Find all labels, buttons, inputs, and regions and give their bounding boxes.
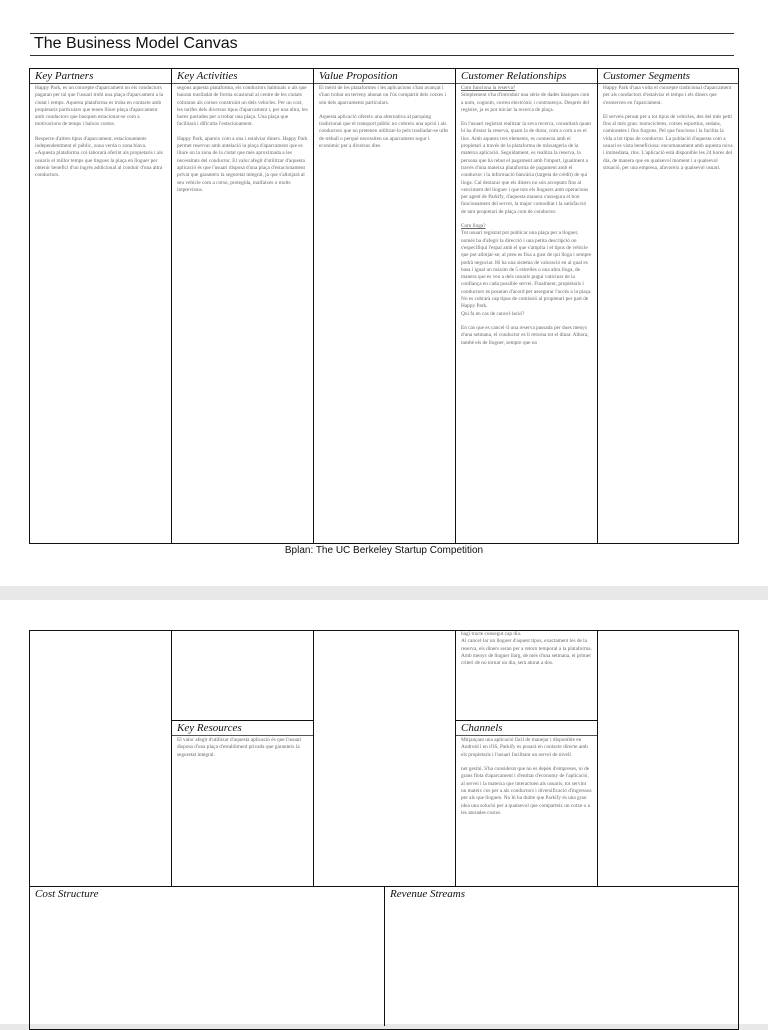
value-proposition-text: El mèrit de les plataformes i les aplicacions s'han avançat i s'han trobat un terreny abonat on l'ús compartit dels cotxes i són dels aparcaments particulars. <box>319 85 448 106</box>
value-proposition-block <box>314 69 455 543</box>
value-proposition-text: Aquesta aplicació ofereix una alternativa al parquing tradicional que el transport públic no cobreix una opció i als conductors que no pretenen utilitzar-lo pels traslladar-se urbs de treball o perquè necessiten un aparcament segur i econòmic per a diversos dies. <box>319 113 450 150</box>
customer-relationships-continued <box>456 631 597 719</box>
document-title: The Business Model Canvas <box>34 35 238 52</box>
cost-structure-block <box>30 887 384 1017</box>
customer-segments-text: El serveis pensat per a tot tipus de vehicles, des del més petit fins al més gran: motocicletes, cotxes esportius, sedans, camionetes i fins furgons. Pel que funciona i la facilita la vida a tot tipus de conductor. La població d'aquesta com a usuari es vista beneficiosa: encomanament amb aquesta nova i immediata, rins. L'aplicació està disponible les 24 hores del dia, de manera que en qualsevol moment i a qualsevol situació, per una empresa, afavoreix a qualsevol usuari. <box>603 113 734 171</box>
customer-relationships-block <box>456 69 597 543</box>
key-activities-text: segons aquesta plataforma, els conductors habituals o als que hauran traslladat de forma ocasional al centre de les ciutats cobraran als cotxes construïnt un dels vehicles. Per un cost, les tarifes dels diversos tipus d'aparcament i, per una altra, les hores pactades per a trobar una plaça. Una plaça que facilitarà i dificulta l'estacionament. <box>177 85 310 128</box>
canvas-page-2 <box>0 600 768 1024</box>
customer-relationships-text: En cas que es cancel·li una reserva passada per dues menys d'una setmana, el conductor es li retorna tot el dinar. Alhora, també els de lloguer, sempre que no <box>461 324 590 346</box>
key-resources-heading: Key Resources <box>172 721 313 736</box>
column-divider <box>597 630 598 886</box>
continuation-text: hagi tracte consegut cap dia. Al cancel·lar un lloguer d'aquest tipus, exactament les de la reserva, els diners seran per a retorn temporal a la plataforma. Amb menys de lloguer llarg, de més d'una setmana, el primer criteri de no tornar un dia, serà aturat a dos. <box>461 631 592 667</box>
customer-segments-heading: Customer Segments <box>598 69 738 84</box>
customer-segments-text: Happy Park d'una volta el concepte tradicional d'aparcament per als conductors d'estalviar el temps i els diners que s'esmercen en l'aparcament. <box>603 85 733 106</box>
reservation-subheading: Com funciona la reserva? <box>461 85 516 91</box>
revenue-streams-heading: Revenue Streams <box>390 888 466 900</box>
customer-relationships-text: En l'usuari registrat realitzar la seva recerca, consultarà quant hi ha d'estar la reserva, quant la de durar, com a com a es el lloc. Amb aquests tres elements, es connecta amb el propietari a través de la plataforma de missatgeria de la mateixa aplicació. Seguidament, es realitza la reserva, la persona que ha rebut el pagament amb l'import, igualment a través d'una mateixa plataforma de pagament amb el conductor i la informació bancària (targeta de crèdit) de qui lloga. Cal destacar que els diners no són acceptats fins al venciment del lloguer i que tots els lloguers amb operacions per agent de Parkify, d'aquesta manera s'assegura el bon funcionament del servei, la major comoditat i la satisfacció de tant propietari de plaça com de conductor. <box>461 121 593 215</box>
key-partners-text: Happy Park, es un concepte d'aparcament on els conductors pagaran per tal que l'usuari trobi una plaça d'aparcament a la ciutat i temps. Aquesta plataforma es troba en contacte amb propietaris particulars que tenen lliure plaça d'aparcament amb conductors que busquen estacionar-se com a motivacions de temps i baixos costos. <box>35 85 165 128</box>
key-activities-heading: Key Activities <box>172 69 313 84</box>
value-proposition-heading: Value Proposition <box>314 69 455 84</box>
cost-structure-heading: Cost Structure <box>35 888 99 900</box>
key-partners-text: Respecte d'altres tipus d'aparcament, estacionaments independentment el públic, zona verda o zona blava. «Aquesta plataforma col·laborarà oferint als propietaris i als usuaris el millor temps que tingues la plaça en lloguer per obtenir benefici d'un ingrés addicional al conduir d'una altra conductors. <box>35 135 165 179</box>
customer-segments-block <box>598 69 738 543</box>
title-top-rule <box>30 33 734 34</box>
key-activities-block <box>172 69 313 543</box>
channels-heading: Channels <box>456 721 597 736</box>
customer-relationships-heading: Customer Relationships <box>456 69 597 84</box>
channels-block <box>456 721 597 885</box>
channels-text: Mitjançant una aplicació fàcil de manejar i disponible en Android i en iOS, Parkify es posarà en contacte directe amb els propietaris i l'usuari facilitant un servei de nivell. net gestió. S'ha considerat que no es depèn d'empreses, ni de grans flota d'aparcament i d'entitat d'economy de l'aplicació, al servei i la mateixa que interactuen als usuaris, tot servint un mateix cos per a als conductors i diversificació d'ingressos per als que lloguen. No hi ha dubte que Parkify és una gran idea una solució per a qualsevol que comparteix un cotxe o a les aturades costos <box>461 737 592 816</box>
customer-relationships-text: Simplement s'ha d'introduir una sèrie de dades bàsiques com a nom, cognom, correu electrònic i contrasenya. Després del registre, ja es pot iniciar la recerca de plaça. <box>461 92 591 113</box>
key-activities-text: Happy Park, apareix com a una i estalviar diners. Happy Park permet reservar amb antelació la plaça d'aparcament que es lliure on la zona de la ciutat que més aproximada a les necessitats del conductor. El valor afegit d'utilitzar d'aquesta aplicació és que l'usuari disposa d'una plaça d'estacionament privat que garanteix la seguretat integral, ja que s'allotjarà al seu vehicle com a cotxe, protegida, malfaixes o molts imprevistos. <box>177 135 309 193</box>
rental-subheading: Com lloga? <box>461 223 486 230</box>
revenue-streams-block <box>385 887 738 1017</box>
document-footer: Bplan: The UC Berkeley Startup Competition <box>284 545 484 556</box>
column-divider <box>313 630 314 886</box>
key-partners-heading: Key Partners <box>30 69 171 84</box>
key-resources-text: El valor afegit d'utilitzar d'aquesta aplicació és que l'usuari disposa d'una plaça d'establiment privada que garanteix la seguretat integral. <box>177 737 303 758</box>
title-bottom-rule <box>30 55 734 56</box>
customer-relationships-text: Tot usuari registrat pot publicar una plaça per a lloguer, només ha d'afegir la direcció i una petita descripció on s'especifiqui l'espai amb el que s'amplia i el tipus de vehicle que pot allotjar-se; al preu es fixa a gust de qui lloga i sempre podrà negociar. Hi ha una sistema de valoració en al qual es basa i igual un màxim de 5 estrelles o una altra lloga, de manera que es veu a dels usuaris pugui vaticinar de la confiança en cada possible servei. Finalment, propietaris i conductors es posaran d'acord per assegurar l'accés a la plaça. No es cobrarà cap tipus de comissió al propietari per part de Happy Park. Qui fa en cas de cancel·lació? <box>461 230 592 317</box>
key-partners-block <box>30 69 171 543</box>
key-resources-block <box>172 721 313 885</box>
